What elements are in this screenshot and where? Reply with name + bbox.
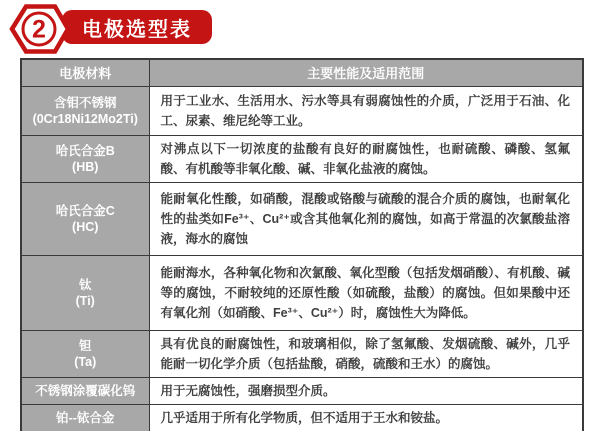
table-header-row xyxy=(21,59,583,86)
section-number-badge xyxy=(9,3,71,55)
performance-cell: 用于工业水、生活用水、污水等具有弱腐蚀性的介质，广泛用于石油、化工、尿素、维尼纶等工业。 xyxy=(149,86,583,135)
material-name: 含钼不锈钢 xyxy=(53,95,117,110)
material-cell xyxy=(21,182,149,255)
table-row xyxy=(21,86,583,135)
electrode-selection-table xyxy=(20,58,584,431)
column-header-performance: 主要性能及适用范围 xyxy=(149,59,583,86)
material-name: 哈氏合金C xyxy=(55,203,115,218)
table-row xyxy=(21,404,583,431)
material-cell xyxy=(21,86,149,135)
table-row xyxy=(21,330,583,377)
section-header xyxy=(0,0,600,56)
material-cell xyxy=(21,135,149,182)
hexagon-badge-icon xyxy=(9,3,71,55)
column-header-material: 电极材料 xyxy=(21,59,149,86)
table-row xyxy=(21,377,583,404)
table-row xyxy=(21,255,583,330)
section-title: 电极选型表 xyxy=(82,18,192,41)
material-code: (Ta) xyxy=(74,354,97,369)
performance-cell: 具有优良的耐腐蚀性，和玻璃相似，除了氢氟酸、发烟硫酸、碱外，几乎能耐一切化学介质（包括盐酸，硝酸，硫酸和王水）的腐蚀。 xyxy=(149,330,583,377)
material-cell xyxy=(21,330,149,377)
material-cell xyxy=(21,377,149,404)
material-name: 钛 xyxy=(78,277,92,292)
performance-cell: 能耐氧化性酸，如硝酸，混酸或铬酸与硫酸的混合介质的腐蚀，也耐氧化性的盐类如Fe³⁺、Cu²⁺或含其他氧化剂的腐蚀，如高于常温的次氯酸盐溶液，海水的腐蚀 xyxy=(149,182,583,255)
material-code: (HB) xyxy=(72,159,99,174)
material-cell xyxy=(21,404,149,431)
section-title-pill xyxy=(62,10,212,44)
material-code: (HC) xyxy=(72,219,99,234)
table-row xyxy=(21,135,583,182)
badge-number: 2 xyxy=(32,15,46,44)
material-name: 铂--铱合金 xyxy=(56,410,115,425)
table-row xyxy=(21,182,583,255)
performance-cell: 用于无腐蚀性，强磨损型介质。 xyxy=(149,377,583,404)
material-code: (Ti) xyxy=(75,293,95,308)
performance-cell: 能耐海水，各种氧化物和次氯酸、氧化型酸（包括发烟硝酸）、有机酸、碱等的腐蚀，不耐较纯的还原性酸（如硫酸，盐酸）的腐蚀。但如果酸中还有氧化剂（如硝酸、Fe³⁺、Cu²⁺）时，腐蚀性大为降低。 xyxy=(149,255,583,330)
performance-cell: 对沸点以下一切浓度的盐酸有良好的耐腐蚀性，也耐硫酸、磷酸、氢氟酸、有机酸等非氧化酸、碱、非氧化盐液的腐蚀。 xyxy=(149,135,583,182)
material-name: 不锈钢涂覆碳化钨 xyxy=(35,383,136,398)
material-name: 钽 xyxy=(78,338,92,353)
material-cell xyxy=(21,255,149,330)
material-name: 哈氏合金B xyxy=(55,143,115,158)
material-code: (0Cr18Ni12Mo2Ti) xyxy=(32,111,138,126)
performance-cell: 几乎适用于所有化学物质，但不适用于王水和铵盐。 xyxy=(149,404,583,431)
